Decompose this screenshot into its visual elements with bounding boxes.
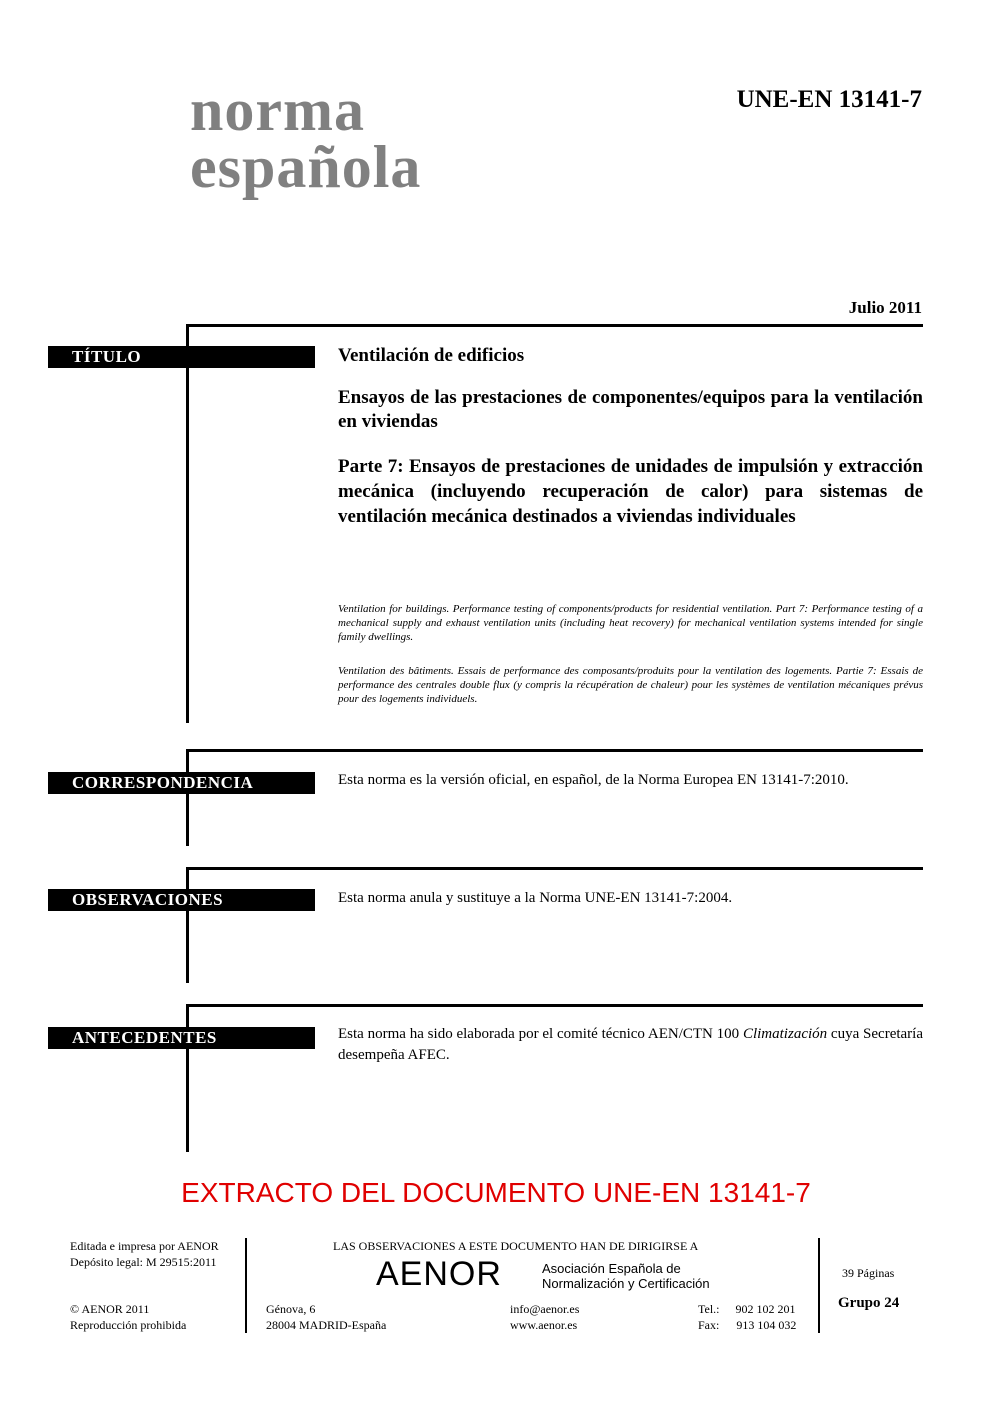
observaciones-text: Esta norma anula y sustituye a la Norma UNE-EN 13141-7:2004. — [338, 890, 733, 906]
address-line-2: 28004 MADRID-España — [266, 1318, 387, 1332]
section-divider-correspondencia — [188, 749, 923, 752]
footer-observations-heading: LAS OBSERVACIONES A ESTE DOCUMENTO HAN DE DIRIGIRSE A — [333, 1239, 699, 1253]
footer-copyright: © AENOR 2011 — [70, 1302, 150, 1316]
footer-contact-online — [510, 1301, 579, 1333]
footer-deposit: Depósito legal: M 29515:2011 — [70, 1255, 217, 1269]
section-vertical-observaciones — [186, 867, 189, 983]
standard-code: UNE-EN 13141-7 — [736, 86, 922, 113]
footer-reproduction: Reproducción prohibida — [70, 1318, 187, 1332]
label-titulo: TÍTULO — [48, 346, 315, 368]
footer-contact-phone — [698, 1301, 796, 1333]
label-antecedentes: ANTECEDENTES — [48, 1027, 315, 1049]
section-divider-antecedentes — [188, 1004, 923, 1007]
brand-line-2: española — [190, 134, 422, 200]
aenor-desc-line-1: Asociación Española de — [542, 1261, 681, 1276]
title-english: Ventilation for buildings. Performance testing of components/products for residential ventilation. Part 7: Performance testing of a mechanical supply and exhaust ventilation units (including heat recovery) for mechanical ventilation systems intended for single family dwellings. — [338, 603, 923, 643]
footer-edited: Editada e impresa por AENOR — [70, 1239, 219, 1253]
antecedentes-text — [338, 1024, 923, 1066]
footer-email[interactable]: info@aenor.es — [510, 1302, 580, 1316]
correspondencia-text: Esta norma es la versión oficial, en español, de la Norma Europea EN 13141-7:2010. — [338, 772, 849, 788]
aenor-desc-line-2: Normalización y Certificación — [542, 1276, 710, 1291]
publication-date: Julio 2011 — [848, 298, 922, 317]
section-divider-observaciones — [188, 867, 923, 870]
antecedentes-text-after: cuya Secretaría desempeña AFEC. — [338, 1026, 924, 1063]
tel-label: Tel.: — [698, 1302, 720, 1316]
section-divider-titulo — [188, 324, 923, 327]
brand-title — [190, 77, 422, 200]
aenor-description — [542, 1261, 710, 1291]
address-line-1: Génova, 6 — [266, 1302, 316, 1316]
extract-notice: EXTRACTO DEL DOCUMENTO UNE-EN 13141-7 — [181, 1177, 811, 1208]
price-group: Grupo 24 — [838, 1295, 900, 1311]
footer-publisher — [70, 1238, 219, 1270]
title-main: Ventilación de edificios — [338, 345, 525, 366]
section-vertical-correspondencia — [186, 749, 189, 846]
title-french: Ventilation des bâtiments. Essais de performance des composants/produits pour la ventilation des logements. Partie 7: Essais de performance des centrales double flux (y compris la récupération de chaleur) pour les systèmes de ventilation mécaniques prévus pour des logements individuels. — [338, 665, 923, 705]
footer-separator-right — [818, 1238, 820, 1333]
footer-rights — [70, 1301, 186, 1333]
label-observaciones: OBSERVACIONES — [48, 889, 315, 911]
footer-web[interactable]: www.aenor.es — [510, 1318, 578, 1332]
footer-separator-left — [245, 1238, 247, 1333]
antecedentes-text-before: Esta norma ha sido elaborada por el comité técnico AEN/CTN 100 — [338, 1026, 743, 1042]
footer-address — [266, 1301, 386, 1333]
section-vertical-titulo — [186, 324, 189, 723]
label-correspondencia: CORRESPONDENCIA — [48, 772, 315, 794]
title-sub: Ensayos de las prestaciones de componentes/equipos para la ventilación en viviendas — [338, 387, 923, 432]
aenor-logo: AENOR — [376, 1255, 502, 1293]
brand-line-1: norma — [190, 77, 365, 143]
tel-number: 902 102 201 — [735, 1302, 796, 1316]
page-count: 39 Páginas — [842, 1266, 895, 1280]
fax-label: Fax: — [698, 1318, 720, 1332]
antecedentes-committee-name: Climatización — [742, 1026, 828, 1042]
title-part: Parte 7: Ensayos de prestaciones de unidades de impulsión y extracción mecánica (incluyendo recuperación de calor) para sistemas de ventilación mecánica destinados a viviendas individuales — [338, 456, 923, 527]
fax-number: 913 104 032 — [736, 1318, 797, 1332]
